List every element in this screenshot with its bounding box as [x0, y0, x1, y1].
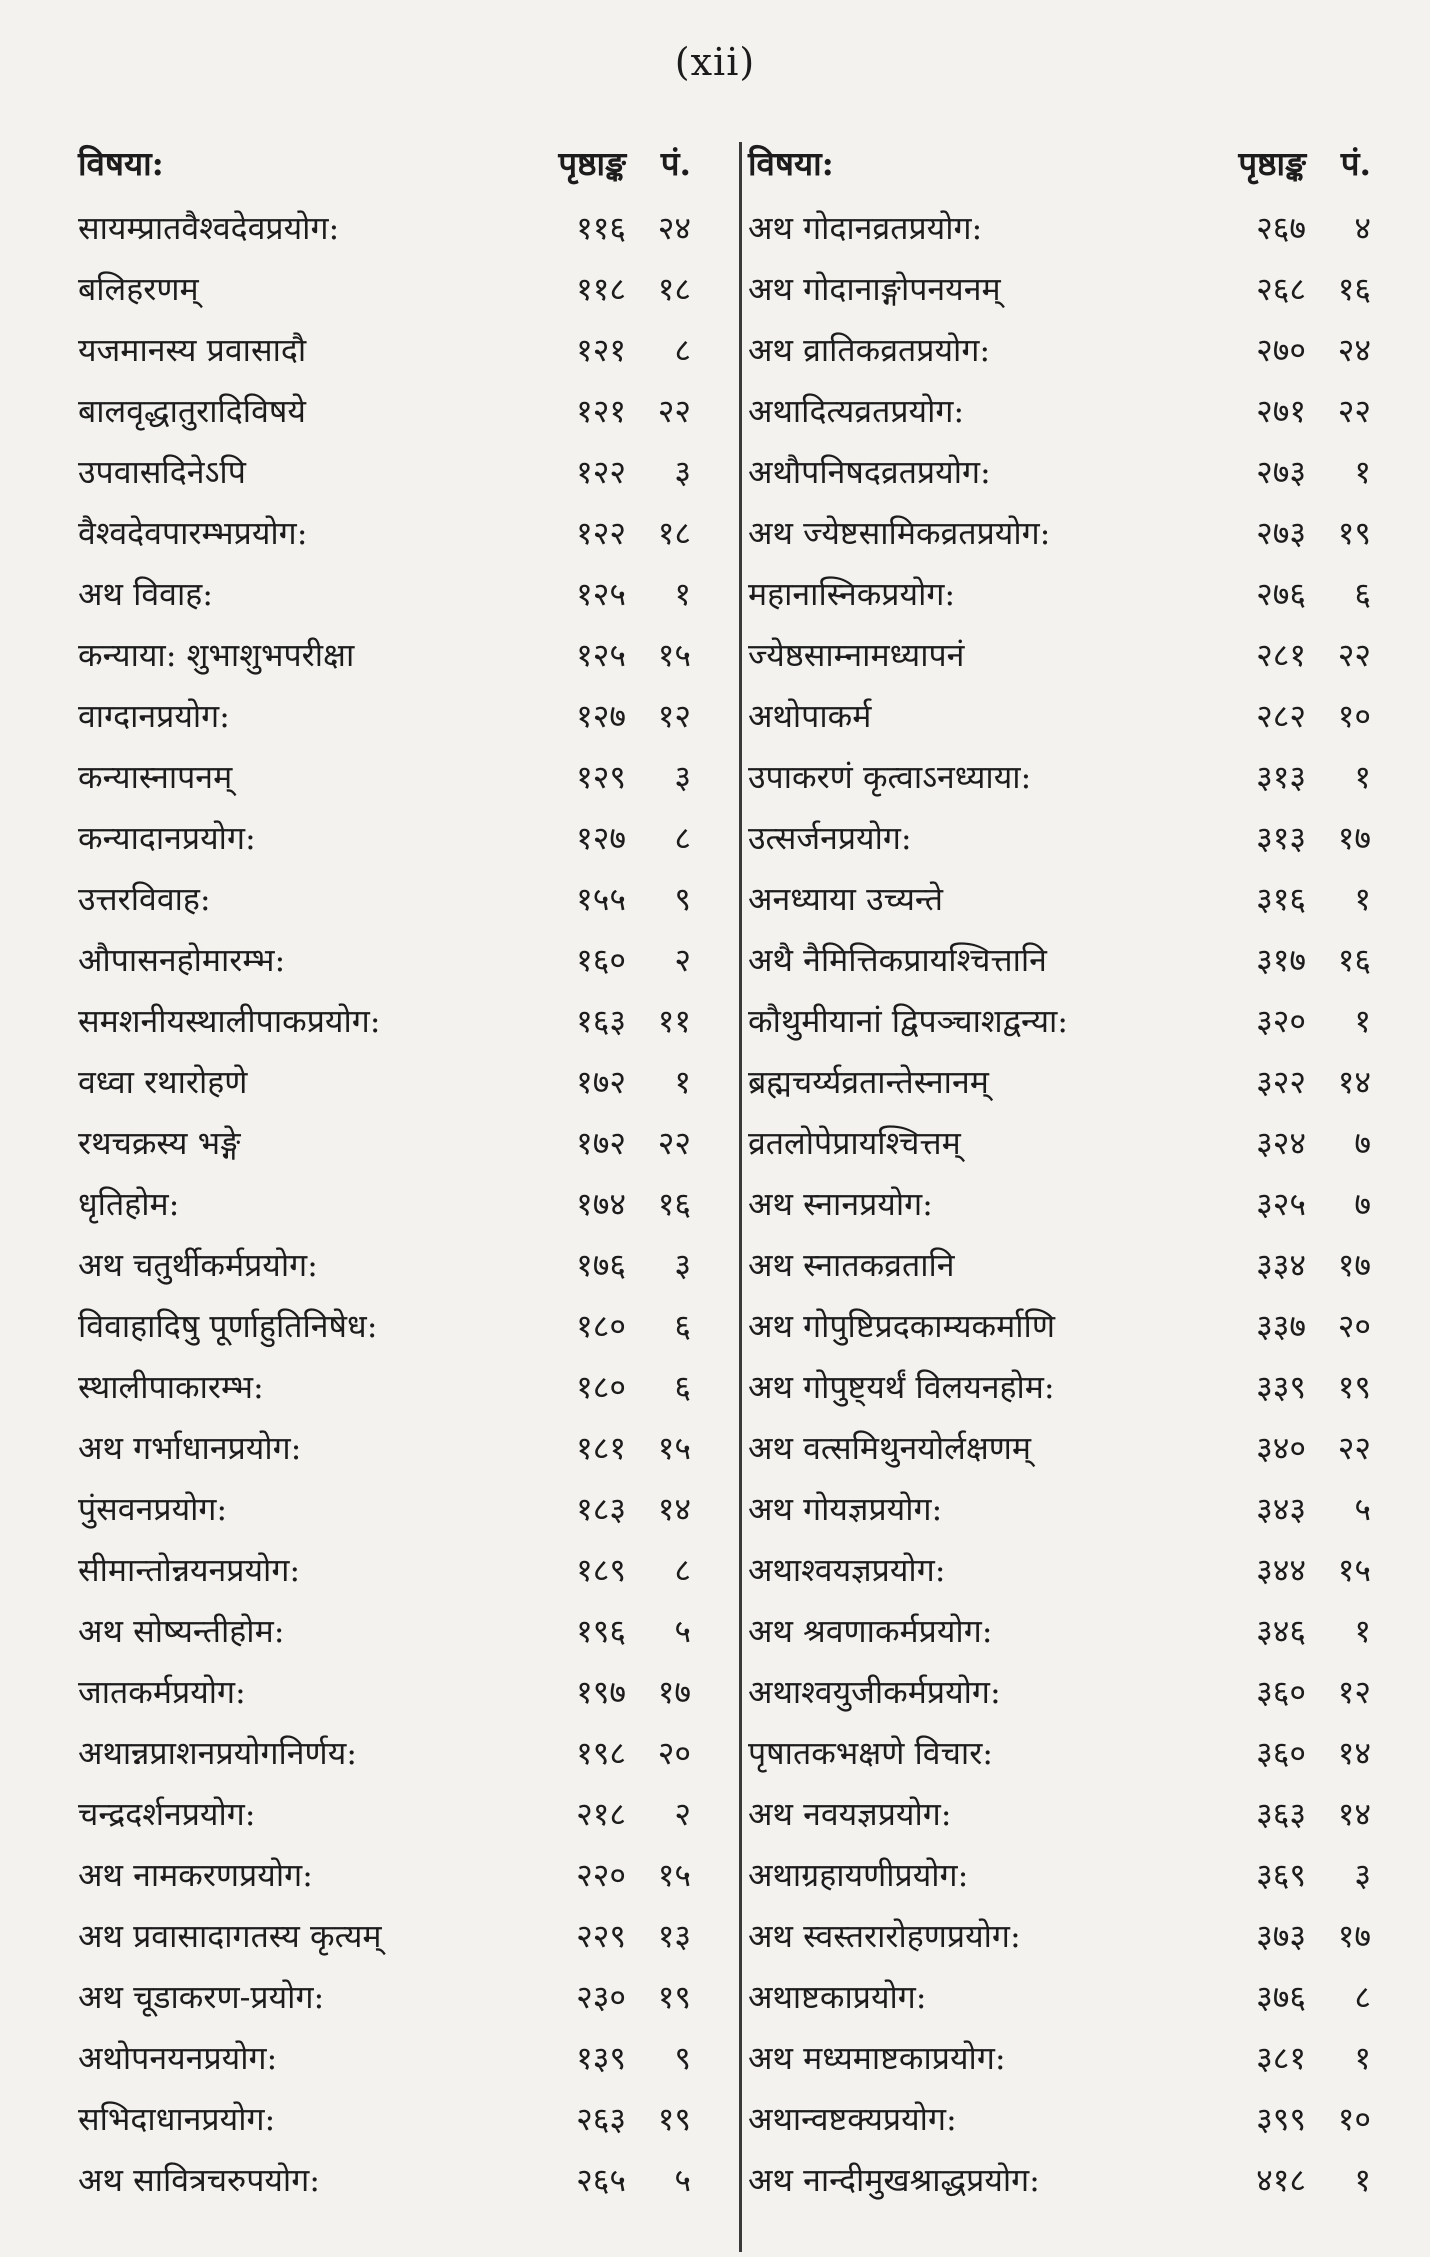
entry-line-number: ८: [674, 331, 691, 369]
page-heading: पृष्ठाङ्क: [558, 144, 626, 183]
toc-entry: [748, 1609, 1373, 1670]
entry-page-number: १२२: [576, 514, 626, 552]
right-column: [748, 140, 1373, 2219]
entry-line-number: १०: [1337, 2100, 1371, 2138]
entry-subject: अथौपनिषदव्रतप्रयोग:: [748, 453, 991, 491]
entry-page-number: १२१: [576, 331, 626, 369]
toc-entry: [748, 511, 1373, 572]
entry-subject: कन्यास्नापनम्: [78, 758, 233, 796]
toc-entry: [78, 1487, 698, 1548]
entry-page-number: ३१६: [1256, 880, 1306, 918]
entry-page-number: १२५: [576, 636, 626, 674]
entry-subject: अथाग्रहायणीप्रयोग:: [748, 1856, 969, 1894]
toc-entry: [748, 816, 1373, 877]
toc-entry: [78, 1670, 698, 1731]
entry-page-number: ३२४: [1256, 1124, 1306, 1162]
entry-page-number: १६३: [576, 1002, 626, 1040]
entry-page-number: २१८: [576, 1795, 626, 1833]
toc-entry: [748, 1060, 1373, 1121]
entry-page-number: ३६०: [1256, 1734, 1306, 1772]
entry-subject: पुंसवनप्रयोग:: [78, 1490, 228, 1528]
entry-subject: व्रतलोपेप्रायश्चित्तम्: [748, 1124, 961, 1162]
entry-line-number: १: [1354, 2161, 1371, 2199]
entry-line-number: १९: [1337, 1368, 1371, 1406]
left-entry-list: [78, 206, 698, 2219]
toc-entry: [748, 1731, 1373, 1792]
entry-subject: अथ नवयज्ञप्रयोग:: [748, 1795, 952, 1833]
entry-page-number: ११६: [576, 209, 626, 247]
toc-entry: [78, 328, 698, 389]
entry-subject: अथ नामकरणप्रयोग:: [78, 1856, 313, 1894]
entry-page-number: २६५: [576, 2161, 626, 2199]
entry-subject: स्थालीपाकारम्भ:: [78, 1368, 264, 1406]
toc-entry: [78, 2158, 698, 2219]
entry-subject: वाग्दानप्रयोग:: [78, 697, 230, 735]
toc-entry: [78, 450, 698, 511]
entry-page-number: ११८: [576, 270, 626, 308]
right-column-header: [748, 140, 1373, 206]
toc-entry: [748, 755, 1373, 816]
toc-entry: [78, 511, 698, 572]
toc-entry: [78, 755, 698, 816]
entry-page-number: १५५: [576, 880, 626, 918]
entry-subject: अथ मध्यमाष्टकाप्रयोग:: [748, 2039, 1006, 2077]
entry-subject: कन्याया: शुभाशुभपरीक्षा: [78, 636, 355, 674]
entry-line-number: १९: [1337, 514, 1371, 552]
entry-page-number: १२७: [576, 697, 626, 735]
entry-page-number: ३८१: [1256, 2039, 1306, 2077]
subject-heading: विषया:: [748, 144, 834, 183]
entry-line-number: २२: [657, 392, 691, 430]
entry-line-number: १: [1354, 453, 1371, 491]
entry-line-number: ६: [1354, 575, 1371, 613]
entry-subject: चन्द्रदर्शनप्रयोग:: [78, 1795, 256, 1833]
toc-entry: [748, 2158, 1373, 2219]
entry-line-number: २२: [1337, 1429, 1371, 1467]
entry-line-number: ४: [1354, 209, 1371, 247]
entry-line-number: १६: [657, 1185, 691, 1223]
entry-page-number: २३०: [576, 1978, 626, 2016]
entry-page-number: १८०: [576, 1368, 626, 1406]
toc-entry: [78, 572, 698, 633]
entry-line-number: १: [1354, 1002, 1371, 1040]
entry-page-number: ३७६: [1256, 1978, 1306, 2016]
toc-entry: [78, 389, 698, 450]
entry-line-number: १४: [1337, 1734, 1371, 1772]
entry-subject: सीमान्तोन्नयनप्रयोग:: [78, 1551, 301, 1589]
toc-entry: [748, 2097, 1373, 2158]
entry-subject: अथ नान्दीमुखश्राद्धप्रयोग:: [748, 2161, 1040, 2199]
entry-page-number: १९८: [576, 1734, 626, 1772]
toc-entry: [78, 1731, 698, 1792]
entry-page-number: ३१७: [1256, 941, 1306, 979]
entry-line-number: १६: [1337, 941, 1371, 979]
entry-subject: अथाष्टकाप्रयोग:: [748, 1978, 927, 2016]
entry-line-number: ५: [674, 2161, 691, 2199]
page-heading: पृष्ठाङ्क: [1238, 144, 1306, 183]
entry-line-number: २२: [1337, 636, 1371, 674]
entry-subject: उत्तरविवाह:: [78, 880, 211, 918]
entry-line-number: १: [1354, 1612, 1371, 1650]
entry-page-number: १२१: [576, 392, 626, 430]
entry-line-number: ७: [1354, 1185, 1371, 1223]
entry-page-number: २२९: [576, 1917, 626, 1955]
toc-entry: [748, 694, 1373, 755]
entry-subject: अथ सावित्रचरुपयोग:: [78, 2161, 321, 2199]
entry-subject: विवाहादिषु पूर्णाहुतिनिषेध:: [78, 1307, 378, 1345]
toc-entry: [748, 1792, 1373, 1853]
entry-subject: अनध्याया उच्यन्ते: [748, 880, 943, 918]
entry-line-number: १४: [657, 1490, 691, 1528]
toc-entry: [748, 877, 1373, 938]
toc-entry: [748, 1548, 1373, 1609]
toc-entry: [78, 1426, 698, 1487]
entry-subject: उपवासदिनेऽपि: [78, 453, 246, 491]
entry-line-number: १९: [657, 1978, 691, 2016]
toc-entry: [748, 1914, 1373, 1975]
entry-line-number: ९: [674, 880, 691, 918]
entry-page-number: १७४: [576, 1185, 626, 1223]
entry-page-number: १७६: [576, 1246, 626, 1284]
entry-subject: अथ गर्भाधानप्रयोग:: [78, 1429, 302, 1467]
toc-entry: [78, 1914, 698, 1975]
entry-subject: अथादित्यव्रतप्रयोग:: [748, 392, 965, 430]
toc-entry: [78, 1975, 698, 2036]
entry-line-number: २०: [657, 1734, 691, 1772]
entry-line-number: १: [1354, 880, 1371, 918]
left-column-header: [78, 140, 698, 206]
entry-page-number: ३२२: [1256, 1063, 1306, 1101]
entry-subject: अथाश्वयुजीकर्मप्रयोग:: [748, 1673, 1001, 1711]
entry-subject: अथ प्रवासादागतस्य कृत्यम्: [78, 1917, 382, 1955]
entry-line-number: ११: [657, 1002, 691, 1040]
toc-entry: [748, 1853, 1373, 1914]
entry-page-number: ३४६: [1256, 1612, 1306, 1650]
entry-line-number: ८: [674, 1551, 691, 1589]
toc-entry: [78, 1365, 698, 1426]
toc-entry: [748, 999, 1373, 1060]
line-heading: पं.: [660, 144, 691, 183]
entry-page-number: १८३: [576, 1490, 626, 1528]
entry-page-number: १२७: [576, 819, 626, 857]
entry-subject: महानास्निकप्रयोग:: [748, 575, 956, 613]
right-entry-list: [748, 206, 1373, 2219]
entry-page-number: ३२५: [1256, 1185, 1306, 1223]
toc-entry: [78, 2097, 698, 2158]
entry-line-number: १०: [1337, 697, 1371, 735]
entry-page-number: १२९: [576, 758, 626, 796]
entry-page-number: १९७: [576, 1673, 626, 1711]
toc-entry: [78, 999, 698, 1060]
entry-line-number: ८: [1354, 1978, 1371, 2016]
entry-line-number: १४: [1337, 1063, 1371, 1101]
entry-line-number: ३: [674, 453, 691, 491]
entry-page-number: २७६: [1256, 575, 1306, 613]
entry-line-number: ३: [674, 1246, 691, 1284]
entry-line-number: ५: [674, 1612, 691, 1650]
entry-page-number: २७३: [1256, 453, 1306, 491]
toc-entry: [748, 328, 1373, 389]
entry-subject: अथ विवाह:: [78, 575, 214, 613]
entry-line-number: १३: [657, 1917, 691, 1955]
entry-line-number: ९: [674, 2039, 691, 2077]
entry-subject: अथ स्वस्तरारोहणप्रयोग:: [748, 1917, 1021, 1955]
toc-entry: [78, 1609, 698, 1670]
entry-page-number: २६८: [1256, 270, 1306, 308]
entry-line-number: २४: [657, 209, 691, 247]
entry-subject: अथ श्रवणाकर्मप्रयोग:: [748, 1612, 993, 1650]
toc-entry: [78, 633, 698, 694]
entry-subject: समशनीयस्थालीपाकप्रयोग:: [78, 1002, 381, 1040]
entry-line-number: १७: [1337, 819, 1371, 857]
left-column: [78, 140, 698, 2219]
entry-line-number: १५: [1337, 1551, 1371, 1589]
entry-page-number: ३४०: [1256, 1429, 1306, 1467]
toc-entry: [78, 1853, 698, 1914]
toc-entry: [78, 1121, 698, 1182]
entry-page-number: १२५: [576, 575, 626, 613]
entry-subject: जातकर्मप्रयोग:: [78, 1673, 246, 1711]
entry-subject: सभिदाधानप्रयोग:: [78, 2100, 276, 2138]
toc-entry: [78, 1304, 698, 1365]
entry-page-number: २७०: [1256, 331, 1306, 369]
entry-subject: अथ वत्समिथुनयोर्लक्षणम्: [748, 1429, 1032, 1467]
entry-subject: अथाश्वयज्ञप्रयोग:: [748, 1551, 946, 1589]
toc-entry: [748, 633, 1373, 694]
toc-entry: [748, 206, 1373, 267]
entry-page-number: २८२: [1256, 697, 1306, 735]
entry-subject: अथान्नप्राशनप्रयोगनिर्णय:: [78, 1734, 358, 1772]
entry-subject: अथ गोपुष्टिप्रदकाम्यकर्माणि: [748, 1307, 1055, 1345]
toc-entry: [748, 1243, 1373, 1304]
entry-line-number: १: [1354, 758, 1371, 796]
toc-entry: [748, 1975, 1373, 2036]
entry-subject: अथ सोष्यन्तीहोम:: [78, 1612, 285, 1650]
entry-page-number: ४१८: [1256, 2161, 1306, 2199]
entry-page-number: २७१: [1256, 392, 1306, 430]
entry-line-number: २२: [1337, 392, 1371, 430]
entry-subject: उत्सर्जनप्रयोग:: [748, 819, 912, 857]
toc-entry: [748, 450, 1373, 511]
toc-entry: [748, 2036, 1373, 2097]
entry-line-number: ७: [1354, 1124, 1371, 1162]
entry-subject: अथ गोपुष्ट्यर्थं विलयनहोम:: [748, 1368, 1055, 1406]
entry-subject: उपाकरणं कृत्वाऽनध्याया:: [748, 758, 1032, 796]
entry-subject: यजमानस्य प्रवासादौ: [78, 331, 307, 369]
entry-subject: ज्येष्ठसाम्नामध्यापनं: [748, 636, 965, 674]
toc-entry: [78, 206, 698, 267]
toc-entry: [78, 1060, 698, 1121]
toc-entry: [748, 1487, 1373, 1548]
entry-page-number: २६३: [576, 2100, 626, 2138]
entry-page-number: ३३४: [1256, 1246, 1306, 1284]
entry-line-number: १७: [1337, 1246, 1371, 1284]
entry-line-number: २४: [1337, 331, 1371, 369]
entry-line-number: २०: [1337, 1307, 1371, 1345]
entry-page-number: १८०: [576, 1307, 626, 1345]
entry-page-number: १७२: [576, 1124, 626, 1162]
entry-line-number: ६: [674, 1307, 691, 1345]
entry-line-number: ६: [674, 1368, 691, 1406]
entry-subject: अथ व्रातिकव्रतप्रयोग:: [748, 331, 991, 369]
entry-subject: अथ स्नानप्रयोग:: [748, 1185, 933, 1223]
entry-line-number: १: [1354, 2039, 1371, 2077]
entry-subject: कौथुमीयानां द्विपञ्चाशद्वन्या:: [748, 1002, 1069, 1040]
toc-entry: [78, 1548, 698, 1609]
entry-subject: अथान्वष्टक्यप्रयोग:: [748, 2100, 957, 2138]
entry-page-number: २८१: [1256, 636, 1306, 674]
entry-subject: ब्रह्मचर्य्यव्रतान्तेस्नानम्: [748, 1063, 989, 1101]
entry-page-number: २७३: [1256, 514, 1306, 552]
subject-heading: विषया:: [78, 144, 164, 183]
entry-page-number: ३३९: [1256, 1368, 1306, 1406]
entry-page-number: ३२०: [1256, 1002, 1306, 1040]
toc-entry: [748, 1365, 1373, 1426]
entry-page-number: २२०: [576, 1856, 626, 1894]
line-heading: पं.: [1340, 144, 1371, 183]
toc-entry: [748, 267, 1373, 328]
entry-page-number: ३६३: [1256, 1795, 1306, 1833]
entry-line-number: १९: [657, 2100, 691, 2138]
entry-line-number: ३: [1354, 1856, 1371, 1894]
entry-page-number: १२२: [576, 453, 626, 491]
entry-subject: वैश्वदेवपारम्भप्रयोग:: [78, 514, 308, 552]
entry-page-number: ३६९: [1256, 1856, 1306, 1894]
toc-entry: [748, 389, 1373, 450]
entry-line-number: १४: [1337, 1795, 1371, 1833]
entry-subject: अथ ज्येष्टसामिकव्रतप्रयोग:: [748, 514, 1051, 552]
entry-line-number: ३: [674, 758, 691, 796]
toc-entry: [748, 1182, 1373, 1243]
entry-subject: अथ गोदानाङ्गोपनयनम्: [748, 270, 1001, 308]
toc-entry: [748, 1670, 1373, 1731]
entry-page-number: १९६: [576, 1612, 626, 1650]
entry-line-number: १८: [657, 514, 691, 552]
entry-subject: अथै नैमित्तिकप्रायश्चित्तानि: [748, 941, 1047, 979]
entry-page-number: २६७: [1256, 209, 1306, 247]
entry-page-number: ३१३: [1256, 758, 1306, 796]
toc-entry: [78, 267, 698, 328]
entry-line-number: १७: [657, 1673, 691, 1711]
toc-entry: [78, 877, 698, 938]
entry-line-number: १: [674, 575, 691, 613]
entry-subject: अथ चूडाकरण-प्रयोग:: [78, 1978, 325, 2016]
entry-page-number: १७२: [576, 1063, 626, 1101]
entry-subject: अथ स्नातकव्रतानि: [748, 1246, 955, 1284]
column-divider: [739, 142, 742, 2252]
entry-subject: बालवृद्धातुरादिविषये: [78, 392, 306, 430]
entry-subject: अथोपनयनप्रयोग:: [78, 2039, 278, 2077]
entry-page-number: १८१: [576, 1429, 626, 1467]
toc-entry: [78, 938, 698, 999]
toc-entry: [78, 2036, 698, 2097]
entry-page-number: ३९९: [1256, 2100, 1306, 2138]
entry-subject: कन्यादानप्रयोग:: [78, 819, 256, 857]
toc-entry: [78, 816, 698, 877]
toc-entry: [748, 1304, 1373, 1365]
entry-page-number: १३९: [576, 2039, 626, 2077]
toc-entry: [748, 1121, 1373, 1182]
toc-entry: [748, 572, 1373, 633]
entry-line-number: २: [674, 1795, 691, 1833]
entry-subject: वध्वा रथारोहणे: [78, 1063, 248, 1101]
entry-page-number: १८९: [576, 1551, 626, 1589]
entry-line-number: १५: [657, 636, 691, 674]
entry-subject: धृतिहोम:: [78, 1185, 180, 1223]
entry-line-number: २: [674, 941, 691, 979]
entry-page-number: ३१३: [1256, 819, 1306, 857]
entry-subject: पृषातकभक्षणे विचार:: [748, 1734, 994, 1772]
entry-subject: अथ चतुर्थीकर्मप्रयोग:: [78, 1246, 318, 1284]
page-number: (xii): [674, 40, 756, 84]
entry-line-number: ८: [674, 819, 691, 857]
entry-line-number: १८: [657, 270, 691, 308]
entry-page-number: १६०: [576, 941, 626, 979]
toc-entry: [78, 694, 698, 755]
entry-line-number: १७: [1337, 1917, 1371, 1955]
toc-entry: [748, 938, 1373, 999]
toc-entry: [748, 1426, 1373, 1487]
entry-line-number: १२: [1337, 1673, 1371, 1711]
toc-entry: [78, 1243, 698, 1304]
entry-subject: अथोपाकर्म: [748, 697, 872, 735]
entry-line-number: १६: [1337, 270, 1371, 308]
entry-subject: अथ गोदानव्रतप्रयोग:: [748, 209, 983, 247]
entry-line-number: १२: [657, 697, 691, 735]
entry-subject: अथ गोयज्ञप्रयोग:: [748, 1490, 943, 1528]
entry-line-number: ५: [1354, 1490, 1371, 1528]
entry-subject: औपासनहोमारम्भ:: [78, 941, 286, 979]
entry-subject: बलिहरणम्: [78, 270, 199, 308]
entry-line-number: १५: [657, 1856, 691, 1894]
entry-subject: सायम्प्रातवैश्वदेवप्रयोग:: [78, 209, 340, 247]
entry-page-number: ३७३: [1256, 1917, 1306, 1955]
toc-entry: [78, 1182, 698, 1243]
entry-page-number: ३६०: [1256, 1673, 1306, 1711]
entry-line-number: १५: [657, 1429, 691, 1467]
entry-page-number: ३४४: [1256, 1551, 1306, 1589]
entry-subject: रथचक्रस्य भङ्गे: [78, 1124, 241, 1162]
entry-line-number: १: [674, 1063, 691, 1101]
entry-page-number: ३४३: [1256, 1490, 1306, 1528]
entry-page-number: ३३७: [1256, 1307, 1306, 1345]
toc-entry: [78, 1792, 698, 1853]
entry-line-number: २२: [657, 1124, 691, 1162]
